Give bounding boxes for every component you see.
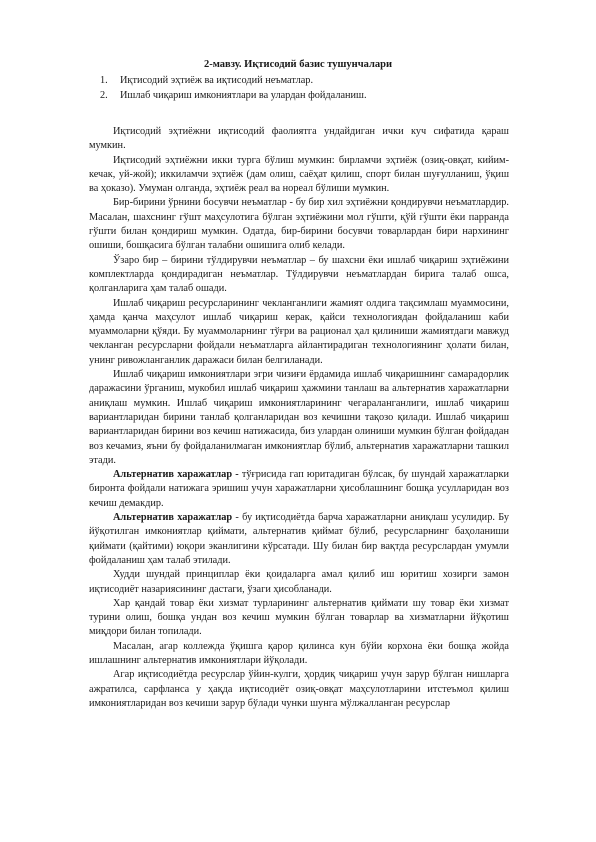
topic-number: 2. — [100, 89, 108, 101]
topic-number: 1. — [100, 75, 108, 86]
paragraph — [89, 154, 509, 197]
paragraph — [89, 640, 509, 669]
term-heading: Альтернатив харажатлар — [113, 512, 233, 524]
topic-text: Иқтисодий эҳтиёж ва иқтисодий неъматлар. — [120, 75, 314, 86]
paragraph — [89, 297, 509, 368]
topic-item — [100, 89, 367, 104]
paragraph-text: Хар қандай товар ёки хизмат турларининг альтернатив қиймати шу товар ёки хизмат турини олиш, бошқа ундан воз кечиш мумкин бўлган товарлар ва хизматларни йўқотиш миқдори билан топилади. — [89, 597, 509, 638]
topic-list — [100, 74, 367, 103]
paragraph-text: Бир-бирини ўрнини босувчи неъматлар - бу бир хил эҳтиёжни қондирувчи неъматлардир. Масалан, шахснинг гўшт маҳсулотига бўлган эҳтиёжини мол гўшти, қўй гўшти ёки парранда гўшти билан қондириш мумкин. Одатда, бир-бирини босувчи товарлардан бири нархининг ошиши, бошқасига бўлган талабни ошишига олиб келади. — [89, 197, 509, 252]
term-heading: Альтернатив харажатлар - — [113, 469, 239, 481]
paragraph — [89, 597, 509, 640]
paragraph-text: Ишлаб чиқариш имкониятлари эгри чизиғи ёрдамида ишлаб чиқаришнинг самарадорлик даражасини ўрганиш, мукобил ишлаб чиқариш ҳажмини танлаш ва альтернатив харажатларни аниқлаш мумкин. Ишлаб чиқариш имкониятларининг чегараланганлиги, ишлаб чиқариш вариантларидан бирини танлаб қолганларидан воз кечишни тақозо қилади. Ишлаб чиқариш вариантларидан бирини воз кечиш натижасида, биз улардан олиниши мумкин бўлган фойдадан воз кечамиз, яъни бу фойдаланилмаган имкониятлар бўлиб, альтернатив харажатларни ташкил этади. — [89, 369, 509, 466]
paragraph-text: - бу иқтисодиётда барча харажатларни аниқлаш усулидир. Бу йўқотилган имкониятлар қиймати, альтернатив қиймат бўлиб, ресурсларнинг баҳоланиши қиймати (қайтими) юқори эканлигини кўрсатади. Шу билан бир вақтда ресурслардан умумли фойдаланиш ҳам талаб этилади. — [89, 512, 510, 566]
paragraph-text: Агар иқтисодиётда ресурслар ўйин-кулги, ҳордиқ чиқариш учун зарур бўлган нишларга ажратилса, сарфланса у ҳақда иқтисодиёт озиқ-овқат маҳсулотларини итстеъмол қилиш имкониятларидан воз кечиши зарур бўлади чунки шунга мўлжалланган ресурслар — [89, 669, 509, 709]
paragraph-text: Худди шундай принциплар ёки қоидаларга амал қилиб иш юритиш хозирги замон иқтисодиёт назариясининг дастаги, ўзаги ҳисобланади. — [89, 569, 509, 595]
paragraph-text: Ўзаро бир – бирини тўлдирувчи неъматлар – бу шахсни ёки ишлаб чиқариш эҳтиёжини комплектларда қондирадиган неъматлар. Тўлдирувчи неъматлардан бирига талаб ошса, қолганларига ҳам талаб ошади. — [89, 254, 509, 295]
paragraph — [89, 196, 509, 253]
paragraph-text: тўғрисида гап юритадиган бўлсак, бу шундай харажатларки биронта фойдали натижага эришиш учун харажатларни ҳисоблашнинг бошқа усулларидан воз кечиш демакдир. — [89, 469, 509, 509]
paragraph-text: Иқтисодий эҳтиёжни иқтисодий фаолиятга ундайдиган ички куч сифатида қараш мумкин. — [89, 126, 509, 152]
paragraph — [89, 254, 509, 297]
topic-text: Ишлаб чиқариш имкониятлари ва улардан фойдаланиш. — [120, 89, 367, 101]
paragraph-text: Ишлаб чиқариш ресурсларининг чекланганлиги жамият олдига тақсимлаш муаммосини, ҳамда қанча маҳсулот ишлаб чиқариш керак, қайси технологиядан фойдаланиш каби муаммоларни қўяди. Бу муаммоларнинг тўғри ва рационал ҳал қилиниши жамиятдаги мавжуд чекланган ресурсларни фойдали неъматларга айлантирадиган технологиянинг ҳолати билан, унинг ривожланганлик даражаси билан белгиланади. — [89, 297, 509, 366]
paragraph — [89, 511, 509, 568]
topic-item — [100, 74, 367, 89]
paragraph-text: Иқтисодий эҳтиёжни икки турга бўлиш мумкин: бирламчи эҳтиёж (озиқ-овқат, кийим-кечак, уй-жой); иккиламчи эҳтиёж (дам олиш, саёҳат қилиш, спорт билан шуғулланиш, ўқиш ва ҳоказо). Умуман олганда, эҳтиёж реал ва нореал бўлиши мумкин. — [89, 154, 509, 195]
page-title: 2-мавзу. Иқтисодий базис тушунчалари — [203, 59, 393, 70]
paragraph — [89, 668, 509, 711]
paragraph — [89, 568, 509, 597]
document-body — [89, 125, 509, 711]
paragraph — [89, 368, 509, 468]
paragraph — [89, 468, 509, 511]
paragraph-text: Масалан, агар коллеждa ўқишга қарор қилинса кун бўйи корхона ёки бошқа жойда ишлашнинг альтернатив имкониятлари йўқолади. — [89, 640, 509, 666]
paragraph — [89, 125, 509, 154]
